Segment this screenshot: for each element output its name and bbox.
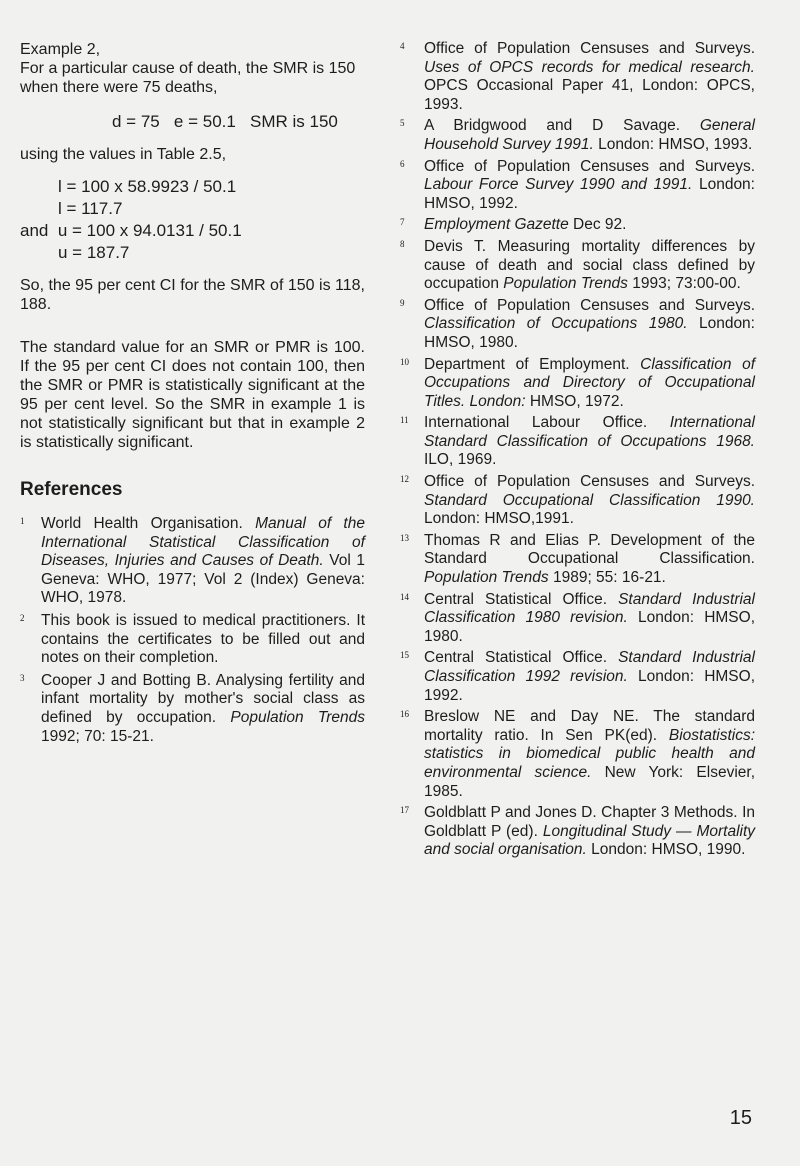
reference-title: Manual of the International Statistical Classification of Diseases, Injuries and Causes of Death. — [41, 515, 365, 570]
reference-item — [400, 356, 755, 412]
reference-number: 10 — [400, 356, 409, 367]
reference-number: 2 — [20, 612, 25, 623]
reference-text: A Bridgwood and D Savage. — [424, 117, 700, 135]
reference-title: Standard Industrial Classification 1980 revision. — [424, 590, 755, 627]
left-column — [20, 40, 365, 750]
reference-number: 17 — [400, 805, 409, 816]
reference-item — [400, 158, 755, 214]
reference-title: Standard Occupational Classification 1990. — [424, 491, 755, 509]
example-heading: Example 2, — [20, 41, 101, 58]
reference-text: World Health Organisation. — [41, 515, 256, 532]
reference-source: 1989; 55: 16-21. — [548, 569, 666, 587]
reference-source: London: HMSO, 1992. — [424, 668, 756, 704]
reference-item — [20, 515, 365, 608]
reference-text: Office of Population Censuses and Surveys. — [424, 40, 755, 57]
reference-title: International Standard Classification of Occupations 1968. — [424, 414, 755, 450]
reference-text: Thomas R and Elias P. Development of the Standard Occupational Classification. — [424, 531, 755, 568]
reference-number: 8 — [400, 238, 405, 249]
reference-item — [400, 216, 755, 235]
reference-number: 12 — [400, 474, 409, 485]
reference-number: 3 — [20, 672, 25, 683]
reference-text: This book is issued to medical practitioners. It contains the certificates to be filled out and notes on their completion. — [41, 611, 365, 667]
reference-number: 16 — [400, 709, 409, 720]
reference-source: London: HMSO, 1993. — [593, 135, 753, 153]
reference-item — [400, 591, 755, 647]
reference-source: ILO, 1969. — [424, 451, 497, 469]
reference-source: Vol 1 Geneva: WHO, 1977; Vol 2 (Index) Geneva: WHO, 1978. — [41, 552, 365, 607]
reference-text: Breslow NE and Day NE. The standard mortality ratio. In Sen PK(ed). — [424, 708, 755, 744]
reference-title: Standard Industrial Classification 1992 revision. — [424, 649, 755, 685]
calc-line-1: l = 100 x 58.9923 / 50.1 — [58, 177, 237, 196]
using-text: using the values in Table 2.5, — [20, 146, 227, 163]
calc-line-2: l = 117.7 — [58, 199, 123, 218]
reference-item — [400, 297, 755, 353]
reference-title: Population Trends — [230, 708, 366, 726]
reference-text: Devis T. Measuring mortality differences by cause of death and social class defined by occupation — [424, 237, 755, 293]
reference-text: Department of Employment. — [424, 355, 641, 373]
reference-number: 14 — [400, 591, 409, 602]
reference-text: Cooper J and Botting B. Analysing fertility and infant mortality by mother's social class as defined by occupation. — [41, 671, 365, 726]
standard-text: The standard value for an SMR or PMR is 100. If the 95 per cent CI does not contain 100, then the SMR or PMR is statistically significant at the 95 per cent level. So the SMR in example 1 is not statistically significant but that in example 2 is statistically significant. — [20, 339, 365, 451]
reference-item — [400, 414, 755, 470]
references-heading: References — [20, 479, 123, 500]
reference-item — [20, 612, 365, 668]
given-values: d = 75 e = 50.1 SMR is 150 — [112, 112, 338, 131]
reference-text: Central Statistical Office. — [424, 590, 619, 608]
reference-item — [400, 532, 755, 588]
references-left — [20, 515, 365, 746]
page-number: 15 — [729, 1107, 752, 1129]
reference-title: Population Trends — [424, 569, 549, 587]
reference-title: Population Trends — [503, 275, 628, 293]
reference-number: 9 — [400, 297, 405, 308]
reference-number: 1 — [20, 516, 25, 526]
reference-number: 7 — [400, 217, 405, 228]
reference-source: London: HMSO, 1980. — [424, 315, 755, 351]
reference-item — [400, 238, 755, 294]
reference-number: 13 — [400, 532, 409, 543]
reference-title: Labour Force Survey 1990 and 1991. — [424, 176, 693, 194]
reference-source: London: HMSO, 1990. — [586, 841, 746, 859]
reference-number: 6 — [400, 158, 405, 169]
calc-line-4: u = 187.7 — [58, 243, 130, 262]
reference-title: General Household Survey 1991. — [424, 117, 755, 153]
ci-text: So, the 95 per cent CI for the SMR of 150 is 118, 188. — [20, 277, 365, 313]
right-column — [400, 40, 755, 863]
references-right — [400, 40, 755, 860]
reference-item — [400, 804, 755, 860]
reference-title: Employment Gazette — [424, 216, 569, 234]
reference-title: Classification of Occupations 1980. — [424, 315, 688, 333]
reference-item — [400, 117, 755, 154]
example-text: For a particular cause of death, the SMR is 150 when there were 75 deaths, — [20, 60, 356, 96]
reference-item — [400, 40, 755, 114]
reference-source: London: HMSO,1991. — [424, 510, 574, 528]
reference-number: 15 — [400, 650, 409, 661]
reference-item — [400, 708, 755, 801]
reference-source: New York: Elsevier, 1985. — [424, 763, 755, 800]
reference-title: Uses of OPCS records for medical research. — [424, 58, 755, 76]
reference-item — [20, 672, 365, 746]
reference-source: Dec 92. — [568, 216, 627, 234]
reference-title: Biostatistics: statistics in biomedical public health and environmental science. — [424, 726, 755, 781]
calc-line-3-text: u = 100 x 94.0131 / 50.1 — [57, 221, 242, 240]
reference-item — [400, 473, 755, 529]
reference-title: Longitudinal Study — Mortality and social organisation. — [424, 822, 756, 859]
reference-number: 5 — [400, 118, 405, 129]
reference-text: Office of Population Censuses and Surveys. — [424, 473, 755, 491]
reference-source: HMSO, 1972. — [525, 392, 624, 410]
reference-source: London: HMSO, 1980. — [424, 609, 756, 645]
reference-number: 11 — [400, 415, 409, 426]
reference-source: OPCS Occasional Paper 41, London: OPCS, 1993. — [424, 77, 755, 113]
reference-text: Office of Population Censuses and Surveys. — [424, 296, 755, 314]
reference-item — [400, 649, 755, 705]
reference-text: Goldblatt P and Jones D. Chapter 3 Methods. In Goldblatt P (ed). — [424, 804, 755, 840]
reference-text: Office of Population Censuses and Surveys. — [424, 157, 755, 175]
reference-title: Classification of Occupations and Directory of Occupational Titles. London: — [424, 355, 755, 410]
reference-text: Central Statistical Office. — [424, 649, 619, 667]
reference-number: 4 — [400, 41, 405, 51]
calc-and: and — [20, 221, 49, 240]
reference-source: 1992; 70: 15-21. — [41, 727, 154, 745]
reference-text: International Labour Office. — [424, 414, 670, 432]
reference-source: London: HMSO, 1992. — [424, 176, 755, 212]
reference-source: 1993; 73:00-00. — [627, 275, 741, 293]
calc-line-3 — [20, 220, 365, 242]
